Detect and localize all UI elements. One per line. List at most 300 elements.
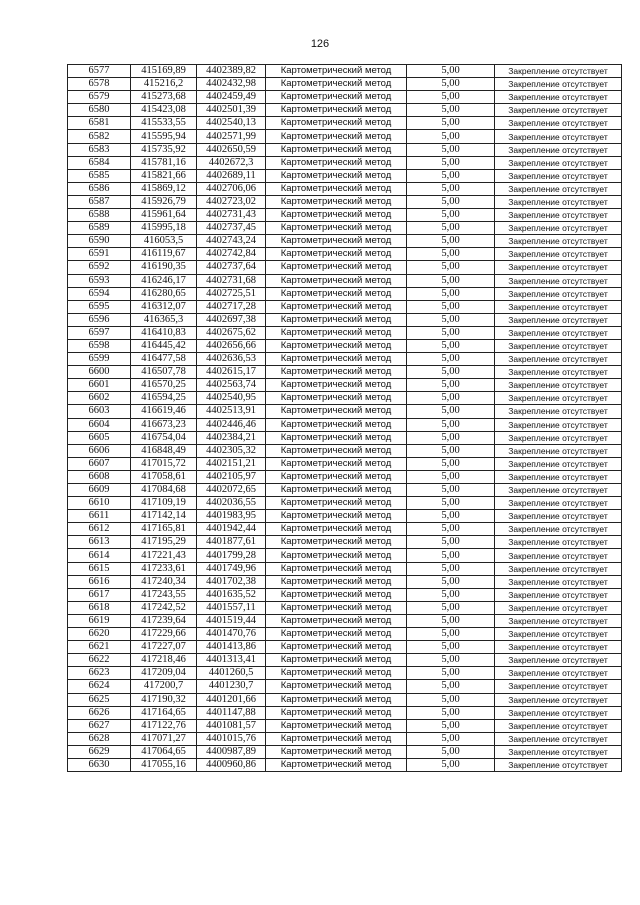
x-coordinate-cell: 416619,46 — [131, 405, 197, 418]
point-number-cell: 6620 — [68, 628, 131, 641]
table-row — [68, 65, 622, 78]
method-cell: Картометрический метод — [266, 117, 407, 130]
x-coordinate-cell: 416312,07 — [131, 300, 197, 313]
error-cell: 5,00 — [407, 209, 495, 222]
y-coordinate-cell: 4402636,53 — [197, 353, 266, 366]
table-row — [68, 497, 622, 510]
x-coordinate-cell: 415533,55 — [131, 117, 197, 130]
y-coordinate-cell: 4402650,59 — [197, 143, 266, 156]
table-row — [68, 732, 622, 745]
error-cell: 5,00 — [407, 601, 495, 614]
method-cell: Картометрический метод — [266, 209, 407, 222]
method-cell: Картометрический метод — [266, 457, 407, 470]
table-row — [68, 667, 622, 680]
table-row — [68, 418, 622, 431]
y-coordinate-cell: 4402697,38 — [197, 313, 266, 326]
status-cell: Закрепление отсутствует — [495, 588, 622, 601]
status-cell: Закрепление отсутствует — [495, 510, 622, 523]
error-cell: 5,00 — [407, 169, 495, 182]
x-coordinate-cell: 415821,66 — [131, 169, 197, 182]
point-number-cell: 6601 — [68, 379, 131, 392]
status-cell: Закрепление отсутствует — [495, 732, 622, 745]
table-row — [68, 680, 622, 693]
y-coordinate-cell: 4402563,74 — [197, 379, 266, 392]
y-coordinate-cell: 4401877,61 — [197, 536, 266, 549]
point-number-cell: 6616 — [68, 575, 131, 588]
y-coordinate-cell: 4402501,39 — [197, 104, 266, 117]
x-coordinate-cell: 417209,04 — [131, 667, 197, 680]
page-number: 126 — [310, 38, 330, 50]
method-cell: Картометрический метод — [266, 65, 407, 78]
status-cell: Закрепление отсутствует — [495, 719, 622, 732]
method-cell: Картометрический метод — [266, 549, 407, 562]
y-coordinate-cell: 4402384,21 — [197, 431, 266, 444]
status-cell: Закрепление отсутствует — [495, 706, 622, 719]
x-coordinate-cell: 417165,81 — [131, 523, 197, 536]
x-coordinate-cell: 416410,83 — [131, 326, 197, 339]
point-number-cell: 6578 — [68, 78, 131, 91]
point-number-cell: 6580 — [68, 104, 131, 117]
status-cell: Закрепление отсутствует — [495, 497, 622, 510]
point-number-cell: 6628 — [68, 732, 131, 745]
status-cell: Закрепление отсутствует — [495, 470, 622, 483]
error-cell: 5,00 — [407, 745, 495, 758]
status-cell: Закрепление отсутствует — [495, 614, 622, 627]
point-number-cell: 6618 — [68, 601, 131, 614]
status-cell: Закрепление отсутствует — [495, 78, 622, 91]
x-coordinate-cell: 416119,67 — [131, 248, 197, 261]
x-coordinate-cell: 417233,61 — [131, 562, 197, 575]
x-coordinate-cell: 415961,64 — [131, 209, 197, 222]
method-cell: Картометрический метод — [266, 536, 407, 549]
point-number-cell: 6596 — [68, 313, 131, 326]
y-coordinate-cell: 4400960,86 — [197, 758, 266, 771]
status-cell: Закрепление отсутствует — [495, 326, 622, 339]
error-cell: 5,00 — [407, 261, 495, 274]
error-cell: 5,00 — [407, 575, 495, 588]
table-row — [68, 130, 622, 143]
table-row — [68, 431, 622, 444]
x-coordinate-cell: 417240,34 — [131, 575, 197, 588]
point-number-cell: 6586 — [68, 182, 131, 195]
x-coordinate-cell: 417200,7 — [131, 680, 197, 693]
y-coordinate-cell: 4402513,91 — [197, 405, 266, 418]
table-row — [68, 745, 622, 758]
status-cell: Закрепление отсутствует — [495, 209, 622, 222]
method-cell: Картометрический метод — [266, 353, 407, 366]
x-coordinate-cell: 417142,14 — [131, 510, 197, 523]
x-coordinate-cell: 415869,12 — [131, 182, 197, 195]
error-cell: 5,00 — [407, 418, 495, 431]
error-cell: 5,00 — [407, 680, 495, 693]
table-row — [68, 628, 622, 641]
error-cell: 5,00 — [407, 549, 495, 562]
table-row — [68, 143, 622, 156]
table-row — [68, 300, 622, 313]
x-coordinate-cell: 417109,19 — [131, 497, 197, 510]
y-coordinate-cell: 4401799,28 — [197, 549, 266, 562]
point-number-cell: 6589 — [68, 222, 131, 235]
point-number-cell: 6590 — [68, 235, 131, 248]
table-row — [68, 339, 622, 352]
method-cell: Картометрический метод — [266, 719, 407, 732]
point-number-cell: 6607 — [68, 457, 131, 470]
method-cell: Картометрический метод — [266, 313, 407, 326]
method-cell: Картометрический метод — [266, 484, 407, 497]
status-cell: Закрепление отсутствует — [495, 130, 622, 143]
status-cell: Закрепление отсутствует — [495, 91, 622, 104]
method-cell: Картометрический метод — [266, 235, 407, 248]
error-cell: 5,00 — [407, 693, 495, 706]
y-coordinate-cell: 4402540,95 — [197, 392, 266, 405]
x-coordinate-cell: 417218,46 — [131, 654, 197, 667]
x-coordinate-cell: 417122,76 — [131, 719, 197, 732]
y-coordinate-cell: 4401081,57 — [197, 719, 266, 732]
y-coordinate-cell: 4402151,21 — [197, 457, 266, 470]
point-number-cell: 6581 — [68, 117, 131, 130]
point-number-cell: 6605 — [68, 431, 131, 444]
error-cell: 5,00 — [407, 758, 495, 771]
status-cell: Закрепление отсутствует — [495, 195, 622, 208]
x-coordinate-cell: 417064,65 — [131, 745, 197, 758]
error-cell: 5,00 — [407, 536, 495, 549]
status-cell: Закрепление отсутствует — [495, 601, 622, 614]
x-coordinate-cell: 417058,61 — [131, 470, 197, 483]
error-cell: 5,00 — [407, 117, 495, 130]
status-cell: Закрепление отсутствует — [495, 745, 622, 758]
status-cell: Закрепление отсутствует — [495, 667, 622, 680]
y-coordinate-cell: 4402689,11 — [197, 169, 266, 182]
x-coordinate-cell: 417190,32 — [131, 693, 197, 706]
table-row — [68, 209, 622, 222]
status-cell: Закрепление отсутствует — [495, 484, 622, 497]
table-row — [68, 523, 622, 536]
table-row — [68, 169, 622, 182]
error-cell: 5,00 — [407, 497, 495, 510]
error-cell: 5,00 — [407, 510, 495, 523]
y-coordinate-cell: 4401749,96 — [197, 562, 266, 575]
method-cell: Картометрический метод — [266, 418, 407, 431]
table-row — [68, 195, 622, 208]
y-coordinate-cell: 4401230,7 — [197, 680, 266, 693]
method-cell: Картометрический метод — [266, 641, 407, 654]
method-cell: Картометрический метод — [266, 91, 407, 104]
point-number-cell: 6597 — [68, 326, 131, 339]
status-cell: Закрепление отсутствует — [495, 274, 622, 287]
method-cell: Картометрический метод — [266, 392, 407, 405]
point-number-cell: 6595 — [68, 300, 131, 313]
status-cell: Закрепление отсутствует — [495, 261, 622, 274]
x-coordinate-cell: 417242,52 — [131, 601, 197, 614]
y-coordinate-cell: 4402717,28 — [197, 300, 266, 313]
x-coordinate-cell: 416754,04 — [131, 431, 197, 444]
table-row — [68, 693, 622, 706]
point-number-cell: 6594 — [68, 287, 131, 300]
table-row — [68, 549, 622, 562]
point-number-cell: 6588 — [68, 209, 131, 222]
y-coordinate-cell: 4402731,68 — [197, 274, 266, 287]
table-row — [68, 222, 622, 235]
status-cell: Закрепление отсутствует — [495, 287, 622, 300]
error-cell: 5,00 — [407, 614, 495, 627]
method-cell: Картометрический метод — [266, 497, 407, 510]
table-row — [68, 366, 622, 379]
table-row — [68, 562, 622, 575]
point-number-cell: 6583 — [68, 143, 131, 156]
status-cell: Закрепление отсутствует — [495, 693, 622, 706]
x-coordinate-cell: 416053,5 — [131, 235, 197, 248]
table-row — [68, 758, 622, 771]
error-cell: 5,00 — [407, 130, 495, 143]
table-row — [68, 706, 622, 719]
x-coordinate-cell: 416246,17 — [131, 274, 197, 287]
method-cell: Картометрический метод — [266, 758, 407, 771]
table-row — [68, 719, 622, 732]
y-coordinate-cell: 4402706,06 — [197, 182, 266, 195]
y-coordinate-cell: 4402723,02 — [197, 195, 266, 208]
y-coordinate-cell: 4401260,5 — [197, 667, 266, 680]
coordinates-table — [67, 64, 622, 772]
method-cell: Картометрический метод — [266, 732, 407, 745]
point-number-cell: 6582 — [68, 130, 131, 143]
table-row — [68, 274, 622, 287]
point-number-cell: 6627 — [68, 719, 131, 732]
table-row — [68, 248, 622, 261]
x-coordinate-cell: 417195,29 — [131, 536, 197, 549]
point-number-cell: 6629 — [68, 745, 131, 758]
point-number-cell: 6625 — [68, 693, 131, 706]
error-cell: 5,00 — [407, 78, 495, 91]
error-cell: 5,00 — [407, 523, 495, 536]
method-cell: Картометрический метод — [266, 588, 407, 601]
error-cell: 5,00 — [407, 274, 495, 287]
status-cell: Закрепление отсутствует — [495, 549, 622, 562]
method-cell: Картометрический метод — [266, 130, 407, 143]
table-row — [68, 470, 622, 483]
point-number-cell: 6622 — [68, 654, 131, 667]
point-number-cell: 6599 — [68, 353, 131, 366]
table-row — [68, 392, 622, 405]
method-cell: Картометрический метод — [266, 300, 407, 313]
error-cell: 5,00 — [407, 641, 495, 654]
status-cell: Закрепление отсутствует — [495, 379, 622, 392]
status-cell: Закрепление отсутствует — [495, 562, 622, 575]
x-coordinate-cell: 417055,16 — [131, 758, 197, 771]
point-number-cell: 6604 — [68, 418, 131, 431]
point-number-cell: 6615 — [68, 562, 131, 575]
y-coordinate-cell: 4402656,66 — [197, 339, 266, 352]
status-cell: Закрепление отсутствует — [495, 392, 622, 405]
error-cell: 5,00 — [407, 405, 495, 418]
point-number-cell: 6606 — [68, 444, 131, 457]
point-number-cell: 6592 — [68, 261, 131, 274]
status-cell: Закрепление отсутствует — [495, 431, 622, 444]
x-coordinate-cell: 417015,72 — [131, 457, 197, 470]
x-coordinate-cell: 415169,89 — [131, 65, 197, 78]
point-number-cell: 6593 — [68, 274, 131, 287]
status-cell: Закрепление отсутствует — [495, 182, 622, 195]
error-cell: 5,00 — [407, 65, 495, 78]
x-coordinate-cell: 417071,27 — [131, 732, 197, 745]
table-row — [68, 313, 622, 326]
y-coordinate-cell: 4402725,51 — [197, 287, 266, 300]
error-cell: 5,00 — [407, 562, 495, 575]
y-coordinate-cell: 4402737,45 — [197, 222, 266, 235]
status-cell: Закрепление отсутствует — [495, 117, 622, 130]
method-cell: Картометрический метод — [266, 156, 407, 169]
error-cell: 5,00 — [407, 706, 495, 719]
status-cell: Закрепление отсутствует — [495, 169, 622, 182]
table-row — [68, 117, 622, 130]
method-cell: Картометрический метод — [266, 654, 407, 667]
status-cell: Закрепление отсутствует — [495, 313, 622, 326]
table-row — [68, 235, 622, 248]
y-coordinate-cell: 4401557,11 — [197, 601, 266, 614]
table-row — [68, 588, 622, 601]
point-number-cell: 6577 — [68, 65, 131, 78]
error-cell: 5,00 — [407, 431, 495, 444]
x-coordinate-cell: 416190,35 — [131, 261, 197, 274]
table-row — [68, 536, 622, 549]
y-coordinate-cell: 4401702,38 — [197, 575, 266, 588]
y-coordinate-cell: 4402072,65 — [197, 484, 266, 497]
x-coordinate-cell: 416365,3 — [131, 313, 197, 326]
x-coordinate-cell: 415995,18 — [131, 222, 197, 235]
error-cell: 5,00 — [407, 732, 495, 745]
table-row — [68, 601, 622, 614]
y-coordinate-cell: 4402743,24 — [197, 235, 266, 248]
point-number-cell: 6598 — [68, 339, 131, 352]
point-number-cell: 6621 — [68, 641, 131, 654]
method-cell: Картометрический метод — [266, 680, 407, 693]
x-coordinate-cell: 417239,64 — [131, 614, 197, 627]
status-cell: Закрепление отсутствует — [495, 300, 622, 313]
y-coordinate-cell: 4401635,52 — [197, 588, 266, 601]
table-row — [68, 261, 622, 274]
error-cell: 5,00 — [407, 104, 495, 117]
error-cell: 5,00 — [407, 143, 495, 156]
x-coordinate-cell: 416570,25 — [131, 379, 197, 392]
x-coordinate-cell: 416507,78 — [131, 366, 197, 379]
y-coordinate-cell: 4402615,17 — [197, 366, 266, 379]
method-cell: Картометрический метод — [266, 326, 407, 339]
x-coordinate-cell: 415273,68 — [131, 91, 197, 104]
method-cell: Картометрический метод — [266, 575, 407, 588]
error-cell: 5,00 — [407, 654, 495, 667]
point-number-cell: 6609 — [68, 484, 131, 497]
y-coordinate-cell: 4401470,76 — [197, 628, 266, 641]
method-cell: Картометрический метод — [266, 706, 407, 719]
y-coordinate-cell: 4401983,95 — [197, 510, 266, 523]
method-cell: Картометрический метод — [266, 339, 407, 352]
y-coordinate-cell: 4402036,55 — [197, 497, 266, 510]
status-cell: Закрепление отсутствует — [495, 156, 622, 169]
error-cell: 5,00 — [407, 484, 495, 497]
y-coordinate-cell: 4402305,32 — [197, 444, 266, 457]
point-number-cell: 6610 — [68, 497, 131, 510]
point-number-cell: 6585 — [68, 169, 131, 182]
method-cell: Картометрический метод — [266, 628, 407, 641]
x-coordinate-cell: 415595,94 — [131, 130, 197, 143]
table-row — [68, 457, 622, 470]
error-cell: 5,00 — [407, 628, 495, 641]
error-cell: 5,00 — [407, 235, 495, 248]
x-coordinate-cell: 415216,2 — [131, 78, 197, 91]
y-coordinate-cell: 4401313,41 — [197, 654, 266, 667]
status-cell: Закрепление отсутствует — [495, 418, 622, 431]
point-number-cell: 6613 — [68, 536, 131, 549]
point-number-cell: 6630 — [68, 758, 131, 771]
status-cell: Закрепление отсутствует — [495, 628, 622, 641]
error-cell: 5,00 — [407, 366, 495, 379]
method-cell: Картометрический метод — [266, 405, 407, 418]
error-cell: 5,00 — [407, 156, 495, 169]
method-cell: Картометрический метод — [266, 601, 407, 614]
method-cell: Картометрический метод — [266, 693, 407, 706]
point-number-cell: 6623 — [68, 667, 131, 680]
status-cell: Закрепление отсутствует — [495, 65, 622, 78]
y-coordinate-cell: 4402731,43 — [197, 209, 266, 222]
y-coordinate-cell: 4400987,89 — [197, 745, 266, 758]
y-coordinate-cell: 4402571,99 — [197, 130, 266, 143]
error-cell: 5,00 — [407, 182, 495, 195]
error-cell: 5,00 — [407, 287, 495, 300]
table-row — [68, 510, 622, 523]
x-coordinate-cell: 416594,25 — [131, 392, 197, 405]
point-number-cell: 6612 — [68, 523, 131, 536]
point-number-cell: 6614 — [68, 549, 131, 562]
x-coordinate-cell: 416477,58 — [131, 353, 197, 366]
table-row — [68, 614, 622, 627]
y-coordinate-cell: 4401942,44 — [197, 523, 266, 536]
status-cell: Закрепление отсутствует — [495, 444, 622, 457]
x-coordinate-cell: 415926,79 — [131, 195, 197, 208]
error-cell: 5,00 — [407, 457, 495, 470]
status-cell: Закрепление отсутствует — [495, 758, 622, 771]
method-cell: Картометрический метод — [266, 379, 407, 392]
x-coordinate-cell: 417221,43 — [131, 549, 197, 562]
point-number-cell: 6600 — [68, 366, 131, 379]
status-cell: Закрепление отсутствует — [495, 104, 622, 117]
error-cell: 5,00 — [407, 300, 495, 313]
error-cell: 5,00 — [407, 719, 495, 732]
status-cell: Закрепление отсутствует — [495, 680, 622, 693]
method-cell: Картометрический метод — [266, 222, 407, 235]
status-cell: Закрепление отсутствует — [495, 143, 622, 156]
status-cell: Закрепление отсутствует — [495, 654, 622, 667]
table-row — [68, 156, 622, 169]
y-coordinate-cell: 4402672,3 — [197, 156, 266, 169]
method-cell: Картометрический метод — [266, 143, 407, 156]
y-coordinate-cell: 4402432,98 — [197, 78, 266, 91]
table-row — [68, 91, 622, 104]
error-cell: 5,00 — [407, 588, 495, 601]
x-coordinate-cell: 416673,23 — [131, 418, 197, 431]
method-cell: Картометрический метод — [266, 667, 407, 680]
method-cell: Картометрический метод — [266, 470, 407, 483]
method-cell: Картометрический метод — [266, 523, 407, 536]
point-number-cell: 6591 — [68, 248, 131, 261]
error-cell: 5,00 — [407, 91, 495, 104]
method-cell: Картометрический метод — [266, 562, 407, 575]
table-row — [68, 78, 622, 91]
x-coordinate-cell: 416445,42 — [131, 339, 197, 352]
status-cell: Закрепление отсутствует — [495, 575, 622, 588]
error-cell: 5,00 — [407, 379, 495, 392]
table-row — [68, 104, 622, 117]
x-coordinate-cell: 416848,49 — [131, 444, 197, 457]
y-coordinate-cell: 4401015,76 — [197, 732, 266, 745]
